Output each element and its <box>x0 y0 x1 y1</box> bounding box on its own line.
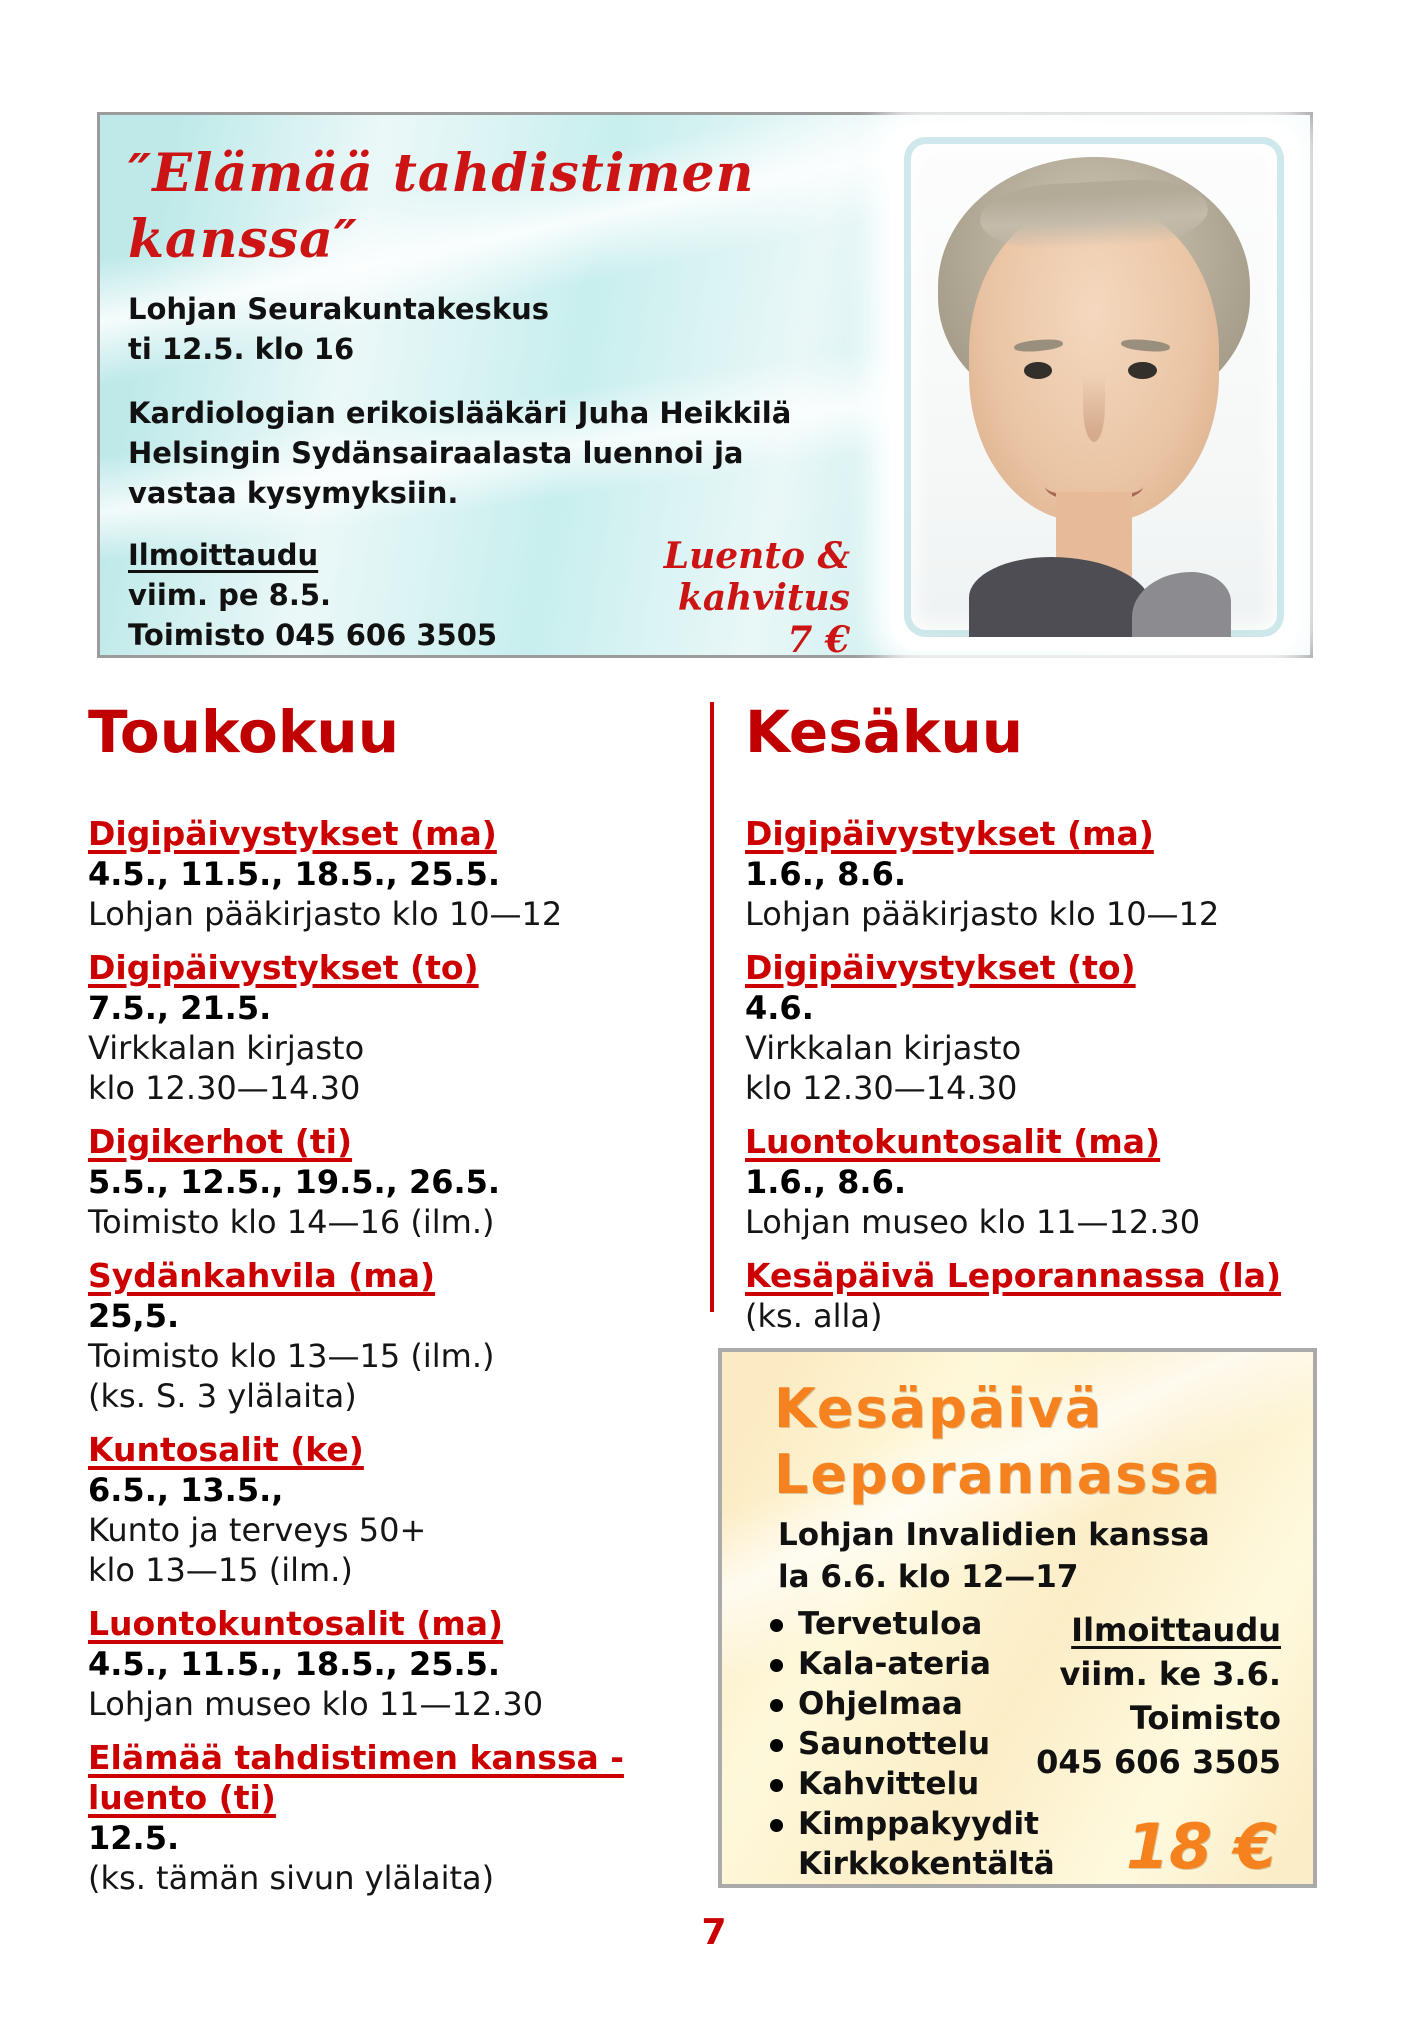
event-title <box>128 141 828 273</box>
event-entry-dates: 4.6. <box>745 989 814 1027</box>
event-entry-dates: 4.5., 11.5., 18.5., 25.5. <box>88 1645 501 1683</box>
summer-box-bullet-list <box>770 1604 1055 1884</box>
bullet-icon <box>770 1739 783 1752</box>
event-entry-title: Digipäivystykset (ma) <box>88 814 497 853</box>
signup-office: Toimisto <box>1129 1699 1281 1737</box>
event-entry-detail: klo 13—15 (ilm.) <box>88 1551 353 1589</box>
photo-eye-left <box>1024 362 1053 379</box>
event-price-note <box>550 535 850 661</box>
event-entry <box>88 1122 688 1242</box>
list-item <box>770 1604 1055 1644</box>
bullet-label: Tervetuloa <box>798 1606 983 1642</box>
event-entry-dates: 12.5. <box>88 1819 180 1857</box>
event-description-line1: Kardiologian erikoislääkäri Juha Heikkilä <box>128 396 792 430</box>
event-venue <box>128 289 828 369</box>
bullet-icon <box>770 1659 783 1672</box>
event-venue-place: Lohjan Seurakuntakeskus <box>128 292 550 326</box>
bullet-label: Saunottelu <box>798 1726 991 1762</box>
event-title-line1: ″Elämää tahdistimen <box>128 143 755 204</box>
speaker-photo-frame <box>904 137 1284 637</box>
event-entry-detail: (ks. S. 3 ylälaita) <box>88 1377 357 1415</box>
column-divider <box>710 702 714 1312</box>
event-entry <box>88 1430 688 1590</box>
event-entry-title: Luontokuntosalit (ma) <box>88 1604 504 1643</box>
event-entry-dates: 1.6., 8.6. <box>745 855 906 893</box>
summer-box-signup <box>1036 1608 1281 1784</box>
month-heading-june: Kesäkuu <box>745 698 1024 766</box>
summer-box-title-line2: Leporannassa <box>774 1443 1222 1506</box>
event-title-line2: kanssa″ <box>128 209 359 270</box>
event-entry-title: Digipäivystykset (ma) <box>745 814 1154 853</box>
event-venue-time: ti 12.5. klo 16 <box>128 332 355 366</box>
event-entry-title: Kesäpäivä Leporannassa (la) <box>745 1256 1282 1295</box>
event-description-line3: vastaa kysymyksiin. <box>128 476 459 510</box>
event-entry-detail: (ks. tämän sivun ylälaita) <box>88 1859 495 1897</box>
event-entry-title: Kuntosalit (ke) <box>88 1430 364 1469</box>
event-entry-detail: (ks. alla) <box>745 1297 883 1335</box>
signup-deadline: viim. ke 3.6. <box>1059 1655 1281 1693</box>
signup-deadline: viim. pe 8.5. <box>128 578 332 612</box>
event-entry <box>745 948 1345 1108</box>
event-entry-detail: klo 12.30—14.30 <box>88 1069 361 1107</box>
list-item <box>770 1684 1055 1724</box>
event-entry-dates: 5.5., 12.5., 19.5., 26.5. <box>88 1163 501 1201</box>
bullet-icon <box>770 1619 783 1632</box>
bullet-label: Kahvittelu <box>798 1766 980 1802</box>
event-entry-title: Elämää tahdistimen kanssa -luento (ti) <box>88 1738 624 1817</box>
event-entry-detail: klo 12.30—14.30 <box>745 1069 1018 1107</box>
list-item <box>770 1804 1055 1844</box>
signup-label: Ilmoittaudu <box>128 538 319 572</box>
event-price-line2: kahvitus <box>677 577 850 619</box>
bullet-icon <box>770 1819 783 1832</box>
event-price-line3: 7 € <box>787 619 850 661</box>
event-entry-detail: Virkkalan kirjasto <box>88 1029 365 1067</box>
column-june <box>745 700 1345 1350</box>
signup-phone: 045 606 3505 <box>1036 1743 1281 1781</box>
bullet-label: Ohjelmaa <box>798 1686 963 1722</box>
event-entry-detail: Lohjan museo klo 11—12.30 <box>88 1685 544 1723</box>
event-entry <box>88 1738 688 1898</box>
list-item <box>770 1644 1055 1684</box>
page-number: 7 <box>701 1912 727 1953</box>
signup-label: Ilmoittaudu <box>1071 1611 1281 1649</box>
month-heading-may: Toukokuu <box>88 698 400 766</box>
event-entry <box>745 1256 1345 1336</box>
bullet-icon <box>770 1699 783 1712</box>
photo-eye-right <box>1128 362 1157 379</box>
summer-box-subtitle-line1: Lohjan Invalidien kanssa <box>778 1517 1210 1553</box>
event-entry-detail: Toimisto klo 13—15 (ilm.) <box>88 1337 495 1375</box>
event-entry-dates: 6.5., 13.5., <box>88 1471 284 1509</box>
event-entry-title: Digikerhot (ti) <box>88 1122 353 1161</box>
event-entry-title: Luontokuntosalit (ma) <box>745 1122 1161 1161</box>
summer-box-price: 18 € <box>1125 1810 1277 1883</box>
summer-box-title <box>774 1376 1222 1508</box>
list-item-continuation: Kirkkokentältä <box>798 1846 1055 1882</box>
event-entry-dates: 1.6., 8.6. <box>745 1163 906 1201</box>
event-entry <box>88 948 688 1108</box>
event-entry-detail: Kunto ja terveys 50+ <box>88 1511 427 1549</box>
event-entry-dates: 25,5. <box>88 1297 180 1335</box>
bullet-icon <box>770 1779 783 1792</box>
summer-day-box <box>718 1348 1317 1888</box>
event-entry <box>88 1256 688 1416</box>
event-entry-detail: Lohjan pääkirjasto klo 10—12 <box>745 895 1220 933</box>
signup-contact: Toimisto 045 606 3505 <box>128 618 498 652</box>
photo-shoulder <box>1132 572 1231 637</box>
event-price-line1: Luento & <box>663 535 850 577</box>
photo-nose <box>1083 367 1106 442</box>
bullet-label: Kimppakyydit <box>798 1806 1039 1842</box>
event-entry-dates: 7.5., 21.5. <box>88 989 272 1027</box>
event-description <box>128 393 828 513</box>
list-item <box>770 1724 1055 1764</box>
event-description-line2: Helsingin Sydänsairaalasta luennoi ja <box>128 436 744 470</box>
column-may <box>88 700 688 1912</box>
event-entry-title: Sydänkahvila (ma) <box>88 1256 436 1295</box>
event-entry <box>88 814 688 934</box>
event-entry-detail: Toimisto klo 14—16 (ilm.) <box>88 1203 495 1241</box>
bullet-label: Kala-ateria <box>798 1646 991 1682</box>
event-entry-title: Digipäivystykset (to) <box>88 948 479 987</box>
event-entry-detail: Lohjan museo klo 11—12.30 <box>745 1203 1201 1241</box>
event-entry-detail: Virkkalan kirjasto <box>745 1029 1022 1067</box>
summer-box-subtitle-line2: la 6.6. klo 12—17 <box>778 1559 1079 1595</box>
event-entry <box>88 1604 688 1724</box>
event-entry <box>745 814 1345 934</box>
event-entry-dates: 4.5., 11.5., 18.5., 25.5. <box>88 855 501 893</box>
speaker-photo <box>890 123 1298 651</box>
event-entry <box>745 1122 1345 1242</box>
summer-box-subtitle <box>778 1514 1210 1598</box>
summer-box-title-line1: Kesäpäivä <box>774 1377 1104 1440</box>
event-banner <box>97 112 1313 661</box>
event-entry-title: Digipäivystykset (to) <box>745 948 1136 987</box>
event-entry-detail: Lohjan pääkirjasto klo 10—12 <box>88 895 563 933</box>
list-item <box>770 1764 1055 1804</box>
